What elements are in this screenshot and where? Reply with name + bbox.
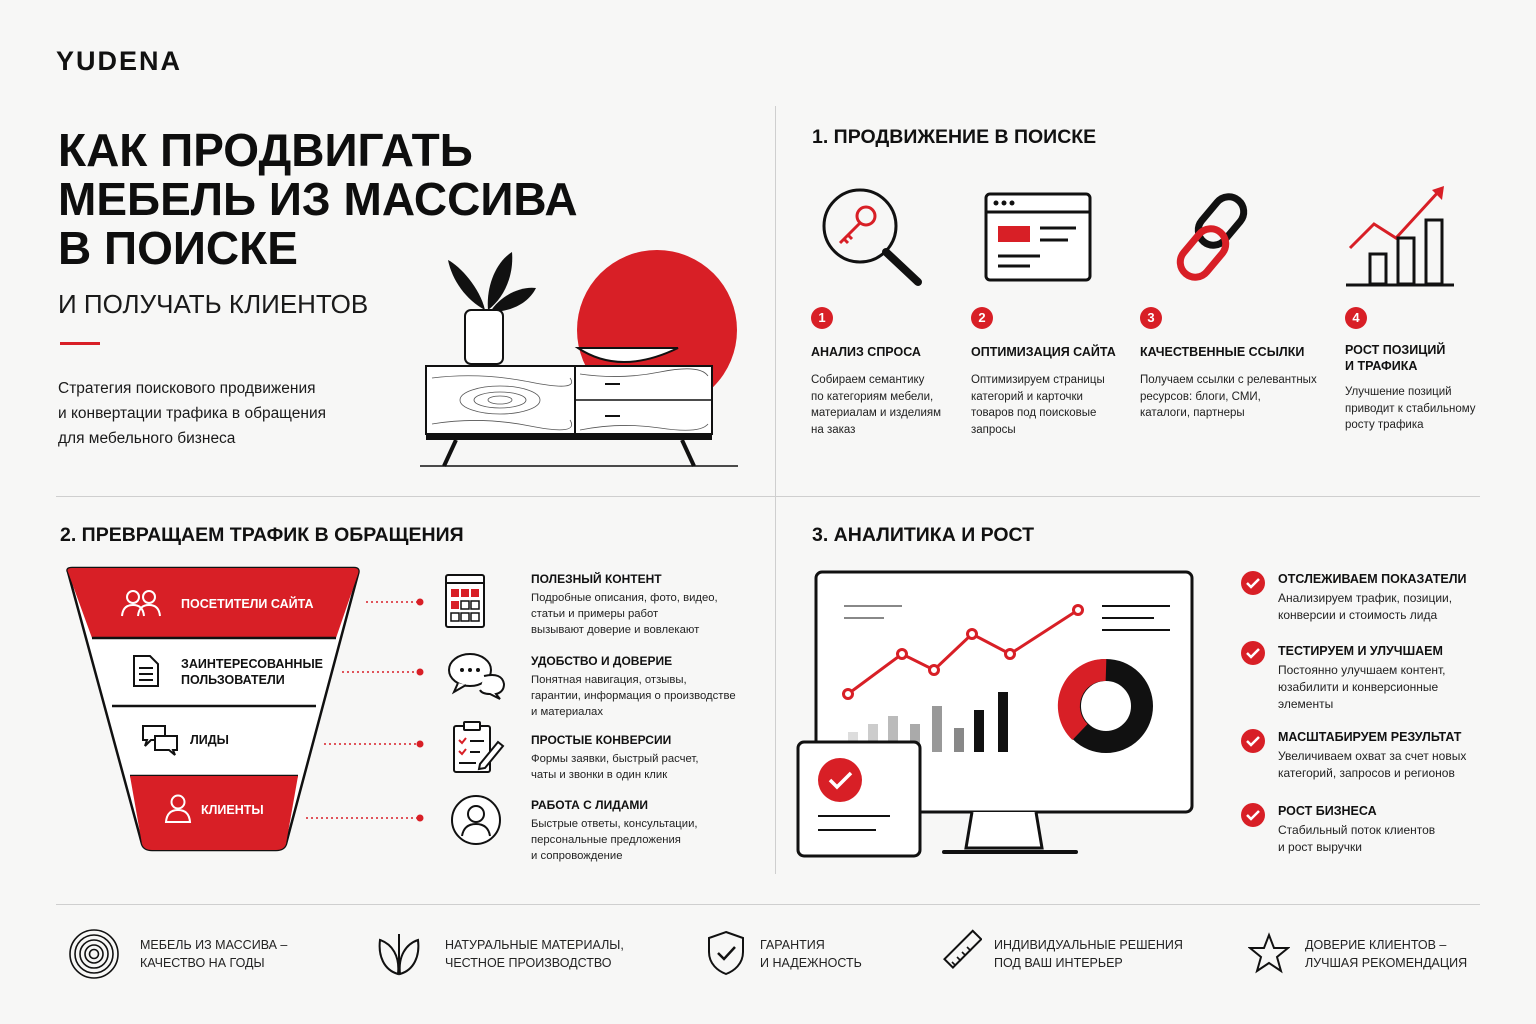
check-description bbox=[1278, 662, 1488, 713]
step-number-badge: 3 bbox=[1140, 307, 1162, 329]
check-circle-icon bbox=[1240, 802, 1266, 828]
check-text-line: Стабильный поток клиентов bbox=[1278, 823, 1436, 837]
section-divider-horizontal bbox=[56, 496, 1480, 497]
footer-text-line: ДОВЕРИЕ КЛИЕНТОВ – bbox=[1305, 938, 1447, 952]
step-card-growth bbox=[1345, 307, 1495, 434]
check-title: ОТСЛЕЖИВАЕМ ПОКАЗАТЕЛИ bbox=[1278, 572, 1467, 586]
feature-text-line: и сопровождение bbox=[531, 850, 623, 862]
footer-item-guarantee bbox=[760, 936, 862, 972]
section-title-conversion: 2. ПРЕВРАЩАЕМ ТРАФИК В ОБРАЩЕНИЯ bbox=[60, 524, 464, 546]
funnel-label-line: ЗАИНТЕРЕСОВАННЫЕ bbox=[181, 657, 324, 671]
page-subtitle: И ПОЛУЧАТЬ КЛИЕНТОВ bbox=[58, 289, 369, 319]
check-title: МАСШТАБИРУЕМ РЕЗУЛЬТАТ bbox=[1278, 730, 1462, 744]
footer-item-custom-solutions bbox=[994, 936, 1183, 972]
users-icon bbox=[120, 588, 162, 618]
check-description bbox=[1278, 590, 1488, 624]
step-text-line: товаров под поисковые bbox=[971, 407, 1097, 419]
feature-text-line: чаты и звонки в один клик bbox=[531, 769, 668, 781]
feature-text-line: и материалах bbox=[531, 706, 603, 718]
feature-description bbox=[531, 590, 751, 638]
brand-logo: YUDENA bbox=[56, 46, 183, 76]
check-title: ТЕСТИРУЕМ И УЛУЧШАЕМ bbox=[1278, 644, 1443, 658]
check-text-line: Увеличиваем охват за счет новых bbox=[1278, 749, 1467, 763]
analytics-monitor-illustration bbox=[794, 568, 1198, 864]
feature-text-line: вызывают доверие и вовлекают bbox=[531, 624, 700, 636]
accent-divider bbox=[60, 342, 100, 345]
funnel-label-line: ПОЛЬЗОВАТЕЛИ bbox=[181, 673, 285, 687]
funnel-connectors bbox=[300, 590, 430, 830]
browser-window-icon bbox=[984, 192, 1094, 284]
footer-text-line: И НАДЕЖНОСТЬ bbox=[760, 956, 862, 970]
step-text-line: на заказ bbox=[811, 423, 856, 436]
check-text-line: Анализируем трафик, позиции, bbox=[1278, 591, 1453, 605]
section-title-analytics: 3. АНАЛИТИКА И РОСТ bbox=[812, 524, 1035, 546]
check-circle-icon bbox=[1240, 728, 1266, 754]
feature-text-line: статьи и примеры работ bbox=[531, 608, 659, 620]
feature-text-line: Понятная навигация, отзывы, bbox=[531, 674, 687, 686]
star-icon bbox=[1248, 932, 1290, 974]
step-number-badge: 2 bbox=[971, 307, 993, 329]
section-divider-vertical bbox=[775, 106, 776, 874]
feature-title: УДОБСТВО И ДОВЕРИЕ bbox=[531, 654, 673, 668]
funnel-stage-visitors: ПОСЕТИТЕЛИ САЙТА bbox=[181, 597, 314, 611]
page-title-line: В ПОИСКЕ bbox=[58, 222, 298, 274]
check-title: РОСТ БИЗНЕСА bbox=[1278, 804, 1377, 818]
step-title-line: РОСТ ПОЗИЦИЙ bbox=[1345, 343, 1446, 357]
feature-text-line: Быстрые ответы, консультации, bbox=[531, 818, 698, 830]
feature-lead-handling bbox=[531, 798, 751, 864]
section-title-search: 1. ПРОДВИЖЕНИЕ В ПОИСКЕ bbox=[812, 126, 1097, 148]
step-text-line: Собираем семантику bbox=[811, 374, 925, 386]
funnel-stage-leads: ЛИДЫ bbox=[190, 733, 229, 747]
leaves-icon bbox=[376, 930, 422, 978]
description-line: для мебельного бизнеса bbox=[58, 430, 236, 447]
step-title bbox=[1345, 342, 1495, 374]
footer-text-line: МЕБЕЛЬ ИЗ МАССИВА – bbox=[140, 938, 288, 952]
check-text-line: категорий, запросов и регионов bbox=[1278, 766, 1455, 780]
form-checklist-icon bbox=[450, 720, 506, 774]
footer-item-natural-materials bbox=[445, 936, 624, 972]
check-text-line: Постоянно улучшаем контент, bbox=[1278, 663, 1446, 677]
step-text-line: запросы bbox=[971, 423, 1016, 436]
step-number-badge: 1 bbox=[811, 307, 833, 329]
section-divider-horizontal bbox=[56, 904, 1480, 905]
footer-text-line: ЧЕСТНОЕ ПРОИЗВОДСТВО bbox=[445, 956, 612, 970]
check-text-line: конверсии и стоимость лида bbox=[1278, 608, 1438, 622]
feature-description bbox=[531, 751, 751, 783]
step-text-line: ресурсов: блоги, СМИ, bbox=[1140, 390, 1261, 403]
step-title: АНАЛИЗ СПРОСА bbox=[811, 345, 921, 359]
step-text-line: росту трафика bbox=[1345, 419, 1424, 431]
feature-simple-conversions bbox=[531, 733, 751, 783]
document-icon bbox=[132, 654, 160, 688]
step-number-badge: 4 bbox=[1345, 307, 1367, 329]
funnel-stage-clients: КЛИЕНТЫ bbox=[201, 803, 264, 817]
footer-text-line: ЛУЧШАЯ РЕКОМЕНДАЦИЯ bbox=[1305, 956, 1468, 970]
step-title: ОПТИМИЗАЦИЯ САЙТА bbox=[971, 345, 1116, 359]
feature-title: РАБОТА С ЛИДАМИ bbox=[531, 798, 649, 812]
step-description bbox=[1345, 384, 1495, 434]
page-description bbox=[58, 376, 358, 451]
step-description bbox=[971, 372, 1131, 438]
footer-text-line: НАТУРАЛЬНЫЕ МАТЕРИАЛЫ, bbox=[445, 938, 624, 952]
feature-text-line: Формы заявки, быстрый расчет, bbox=[531, 753, 699, 765]
speech-bubbles-icon bbox=[446, 650, 510, 700]
user-circle-icon bbox=[450, 794, 502, 846]
footer-item-solid-wood bbox=[140, 936, 287, 972]
check-text-line: элементы bbox=[1278, 697, 1334, 711]
feature-title: ПРОСТЫЕ КОНВЕРСИИ bbox=[531, 733, 672, 747]
check-description bbox=[1278, 748, 1498, 782]
step-text-line: Получаем ссылки с релевантных bbox=[1140, 374, 1317, 386]
feature-text-line: персональные предложения bbox=[531, 834, 681, 846]
ruler-icon bbox=[938, 928, 982, 976]
footer-text-line: ИНДИВИДУАЛЬНЫЕ РЕШЕНИЯ bbox=[994, 938, 1183, 952]
feature-description bbox=[531, 672, 761, 720]
user-icon bbox=[164, 794, 192, 824]
check-text-line: юзабилити и конверсионные bbox=[1278, 680, 1439, 694]
description-line: и конвертации трафика в обращения bbox=[58, 405, 326, 422]
check-circle-icon bbox=[1240, 570, 1266, 596]
shield-check-icon bbox=[706, 930, 746, 976]
chat-bubbles-icon bbox=[141, 724, 179, 756]
feature-convenience-trust bbox=[531, 654, 761, 720]
step-title: КАЧЕСТВЕННЫЕ ССЫЛКИ bbox=[1140, 345, 1305, 359]
feature-description bbox=[531, 816, 751, 864]
feature-text-line: Подробные описания, фото, видео, bbox=[531, 592, 718, 604]
check-description bbox=[1278, 822, 1488, 856]
feature-useful-content bbox=[531, 572, 751, 638]
step-card-optimization bbox=[971, 307, 1131, 438]
chain-link-icon bbox=[1166, 192, 1262, 284]
feature-text-line: гарантии, информация о производстве bbox=[531, 690, 736, 702]
step-description bbox=[811, 372, 961, 438]
description-line: Стратегия поискового продвижения bbox=[58, 380, 316, 397]
footer-item-client-trust bbox=[1305, 936, 1467, 972]
footer-text-line: КАЧЕСТВО НА ГОДЫ bbox=[140, 956, 265, 970]
wood-rings-icon bbox=[68, 928, 120, 980]
step-text-line: по категориям мебели, bbox=[811, 390, 934, 403]
step-title-line: И ТРАФИКА bbox=[1345, 359, 1418, 373]
step-text-line: Улучшение позиций bbox=[1345, 386, 1452, 398]
feature-title: ПОЛЕЗНЫЙ КОНТЕНТ bbox=[531, 572, 662, 586]
footer-text-line: ПОД ВАШ ИНТЕРЬЕР bbox=[994, 956, 1123, 970]
furniture-illustration bbox=[420, 248, 750, 470]
step-text-line: приводит к стабильному bbox=[1345, 402, 1476, 415]
step-text-line: категорий и карточки bbox=[971, 390, 1083, 403]
check-text-line: и рост выручки bbox=[1278, 840, 1362, 854]
footer-text-line: ГАРАНТИЯ bbox=[760, 938, 825, 952]
step-card-links bbox=[1140, 307, 1330, 422]
step-description bbox=[1140, 372, 1330, 422]
page-title-line: МЕБЕЛЬ ИЗ МАССИВА bbox=[58, 173, 578, 225]
step-text-line: каталоги, партнеры bbox=[1140, 407, 1245, 419]
step-card-demand bbox=[811, 307, 961, 438]
magnifier-key-icon bbox=[818, 186, 928, 290]
growth-chart-icon bbox=[1344, 184, 1456, 290]
step-text-line: материалам и изделиям bbox=[811, 407, 942, 419]
step-text-line: Оптимизируем страницы bbox=[971, 374, 1105, 386]
check-circle-icon bbox=[1240, 640, 1266, 666]
page-title-line: КАК ПРОДВИГАТЬ bbox=[58, 124, 473, 176]
content-grid-icon bbox=[445, 574, 485, 628]
